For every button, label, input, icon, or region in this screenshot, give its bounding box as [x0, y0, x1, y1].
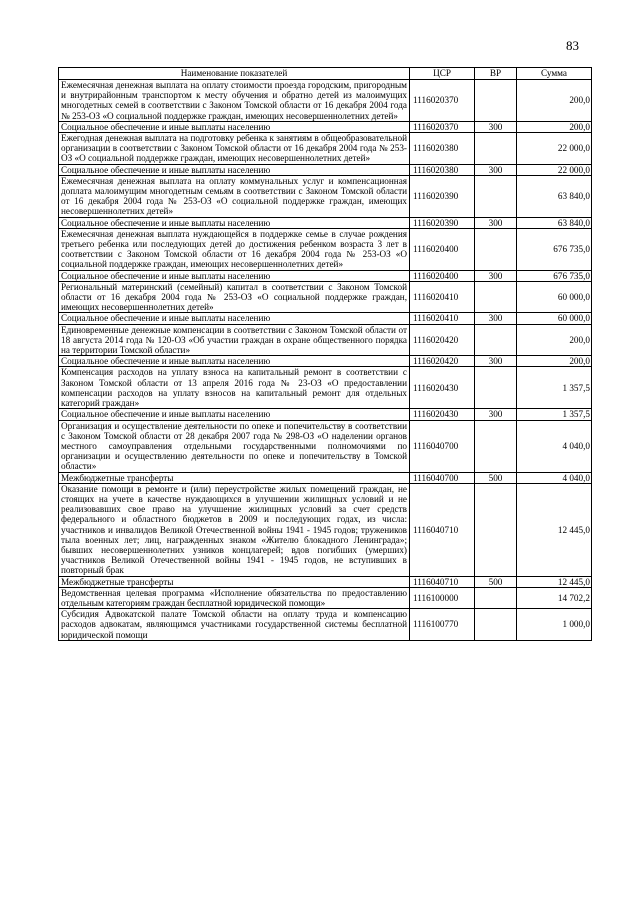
cell-vr — [475, 281, 517, 313]
cell-sum: 22 000,0 — [517, 164, 592, 175]
cell-sum: 676 735,0 — [517, 228, 592, 270]
cell-sum: 60 000,0 — [517, 313, 592, 324]
cell-name: Региональный материнский (семейный) капитал в соответствии с Законом Томской области от 16 декабря 2004 года № 253-ОЗ «О социальной поддержке граждан, имеющих несовершеннолетних детей» — [59, 281, 410, 313]
cell-name: Компенсация расходов на уплату взноса на капитальный ремонт в соответствии с Законом Томской области от 13 апреля 2016 года № 23-ОЗ «О предоставлении компенсации расходов на уплату взносов на капитальный ремонт для отдельных категорий граждан» — [59, 367, 410, 409]
cell-vr: 300 — [475, 121, 517, 132]
cell-name: Социальное обеспечение и иные выплаты населению — [59, 409, 410, 420]
cell-name: Социальное обеспечение и иные выплаты населению — [59, 121, 410, 132]
cell-csr: 1116020400 — [410, 270, 475, 281]
table-header-row — [59, 68, 592, 80]
cell-name: Ежегодная денежная выплата на подготовку ребенка к занятиям в общеобразовательной организации в соответствии с Законом Томской области от 16 декабря 2004 года № 253-ОЗ «О социальной поддержке граждан, имеющих несовершеннолетних детей» — [59, 133, 410, 165]
cell-sum: 4 040,0 — [517, 420, 592, 472]
table-row — [59, 313, 592, 324]
table-row — [59, 409, 592, 420]
table-row — [59, 228, 592, 270]
cell-sum: 200,0 — [517, 356, 592, 367]
cell-csr: 1116020390 — [410, 217, 475, 228]
table-row — [59, 80, 592, 122]
cell-csr: 1116040700 — [410, 472, 475, 483]
cell-csr: 1116020390 — [410, 175, 475, 217]
cell-csr: 1116020420 — [410, 324, 475, 356]
cell-vr: 500 — [475, 576, 517, 587]
cell-vr — [475, 483, 517, 576]
cell-csr: 1116020430 — [410, 409, 475, 420]
cell-csr: 1116020370 — [410, 121, 475, 132]
cell-vr — [475, 228, 517, 270]
cell-name: Межбюджетные трансферты — [59, 576, 410, 587]
cell-csr: 1116020370 — [410, 80, 475, 122]
cell-csr: 1116020410 — [410, 281, 475, 313]
table-row — [59, 609, 592, 641]
table-row — [59, 164, 592, 175]
table-row — [59, 420, 592, 472]
cell-csr: 1116020420 — [410, 356, 475, 367]
table-row — [59, 217, 592, 228]
cell-name: Ведомственная целевая программа «Исполнение обязательства по предоставлению отдельным категориям граждан бесплатной юридической помощи» — [59, 587, 410, 608]
cell-csr: 1116040710 — [410, 576, 475, 587]
cell-name: Социальное обеспечение и иные выплаты населению — [59, 356, 410, 367]
cell-name: Оказание помощи в ремонте и (или) переустройстве жилых помещений граждан, не стоящих на учете в качестве нуждающихся в улучшении жилищных условий и не реализовавших свое право на улучшение жилищных условий за счет средств федерального и областного бюджетов в 2009 и последующих годах, из числа: участников и инвалидов Великой Отечественной войны 1941 - 1945 годов; тружеников тыла военных лет; лиц, награжденных знаком «Жителю блокадного Ленинграда»; бывших несовершеннолетних узников концлагерей; вдов погибших (умерших) участников Великой Отечественной войны 1941 - 1945 годов, не вступивших в повторный брак — [59, 483, 410, 576]
table-row — [59, 324, 592, 356]
table-row — [59, 587, 592, 608]
cell-csr: 1116020380 — [410, 133, 475, 165]
cell-name: Ежемесячная денежная выплата нуждающейся в поддержке семье в случае рождения третьего ребенка или последующих детей до достижения ребенком возраста 3 лет в соответствии с Законом Томской области от 16 декабря 2004 года № 253-ОЗ «О социальной поддержке граждан, имеющих несовершеннолетних детей» — [59, 228, 410, 270]
table-row — [59, 367, 592, 409]
header-sum: Сумма — [517, 68, 592, 80]
cell-vr: 300 — [475, 409, 517, 420]
cell-csr: 1116020430 — [410, 367, 475, 409]
page-number: 83 — [566, 38, 579, 53]
cell-sum: 1 357,5 — [517, 409, 592, 420]
table-row — [59, 576, 592, 587]
cell-vr: 500 — [475, 472, 517, 483]
cell-vr: 300 — [475, 356, 517, 367]
cell-name: Социальное обеспечение и иные выплаты населению — [59, 270, 410, 281]
cell-sum: 4 040,0 — [517, 472, 592, 483]
cell-vr — [475, 80, 517, 122]
table-row — [59, 133, 592, 165]
table-row — [59, 483, 592, 576]
cell-name: Единовременные денежные компенсации в соответствии с Законом Томской области от 18 августа 2014 года № 120-ОЗ «Об участии граждан в охране общественного порядка на территории Томской области» — [59, 324, 410, 356]
cell-sum: 14 702,2 — [517, 587, 592, 608]
table-row — [59, 175, 592, 217]
cell-name: Ежемесячная денежная выплата на оплату коммунальных услуг и компенсационная доплата малоимущим многодетным семьям в соответствии с Законом Томской области от 16 декабря 2004 года № 253-ОЗ «О социальной поддержке граждан, имеющих несовершеннолетних детей» — [59, 175, 410, 217]
cell-csr: 1116040710 — [410, 483, 475, 576]
cell-csr: 1116020400 — [410, 228, 475, 270]
cell-vr — [475, 133, 517, 165]
cell-vr: 300 — [475, 217, 517, 228]
cell-sum: 12 445,0 — [517, 576, 592, 587]
cell-name: Субсидия Адвокатской палате Томской области на оплату труда и компенсацию расходов адвокатам, являющимся участниками государственной системы бесплатной юридической помощи — [59, 609, 410, 641]
cell-vr — [475, 587, 517, 608]
cell-vr — [475, 175, 517, 217]
cell-csr: 1116100000 — [410, 587, 475, 608]
cell-sum: 200,0 — [517, 121, 592, 132]
cell-vr: 300 — [475, 313, 517, 324]
cell-vr — [475, 324, 517, 356]
cell-name: Ежемесячная денежная выплата на оплату стоимости проезда городским, пригородным и внутрирайонным транспортом к месту обучения и обратно детей из малоимущих многодетных семей в соответствии с Законом Томской области от 16 декабря 2004 года № 253-ОЗ «О социальной поддержке граждан, имеющих несовершеннолетних детей» — [59, 80, 410, 122]
cell-csr: 1116100770 — [410, 609, 475, 641]
cell-vr — [475, 367, 517, 409]
cell-name: Межбюджетные трансферты — [59, 472, 410, 483]
cell-sum: 1 000,0 — [517, 609, 592, 641]
cell-sum: 1 357,5 — [517, 367, 592, 409]
cell-sum: 63 840,0 — [517, 175, 592, 217]
table-row — [59, 281, 592, 313]
cell-name: Социальное обеспечение и иные выплаты населению — [59, 164, 410, 175]
table-body — [59, 80, 592, 641]
cell-vr — [475, 609, 517, 641]
table-row — [59, 472, 592, 483]
cell-sum: 676 735,0 — [517, 270, 592, 281]
cell-vr: 300 — [475, 164, 517, 175]
header-vr: ВР — [475, 68, 517, 80]
table-row — [59, 356, 592, 367]
cell-vr: 300 — [475, 270, 517, 281]
table-row — [59, 270, 592, 281]
cell-csr: 1116020410 — [410, 313, 475, 324]
cell-csr: 1116020380 — [410, 164, 475, 175]
cell-sum: 200,0 — [517, 324, 592, 356]
header-csr: ЦСР — [410, 68, 475, 80]
cell-name: Социальное обеспечение и иные выплаты населению — [59, 217, 410, 228]
header-name: Наименование показателей — [59, 68, 410, 80]
cell-name: Социальное обеспечение и иные выплаты населению — [59, 313, 410, 324]
cell-sum: 200,0 — [517, 80, 592, 122]
table-row — [59, 121, 592, 132]
cell-csr: 1116040700 — [410, 420, 475, 472]
cell-sum: 12 445,0 — [517, 483, 592, 576]
cell-sum: 63 840,0 — [517, 217, 592, 228]
cell-sum: 22 000,0 — [517, 133, 592, 165]
cell-sum: 60 000,0 — [517, 281, 592, 313]
cell-vr — [475, 420, 517, 472]
budget-table — [58, 67, 592, 641]
cell-name: Организация и осуществление деятельности по опеке и попечительству в соответствии с Законом Томской области от 28 декабря 2007 года № 298-ОЗ «О наделении органов местного самоуправления отдельными государственными полномочиями по организации и осуществлению деятельности по опеке и попечительству в Томской области» — [59, 420, 410, 472]
